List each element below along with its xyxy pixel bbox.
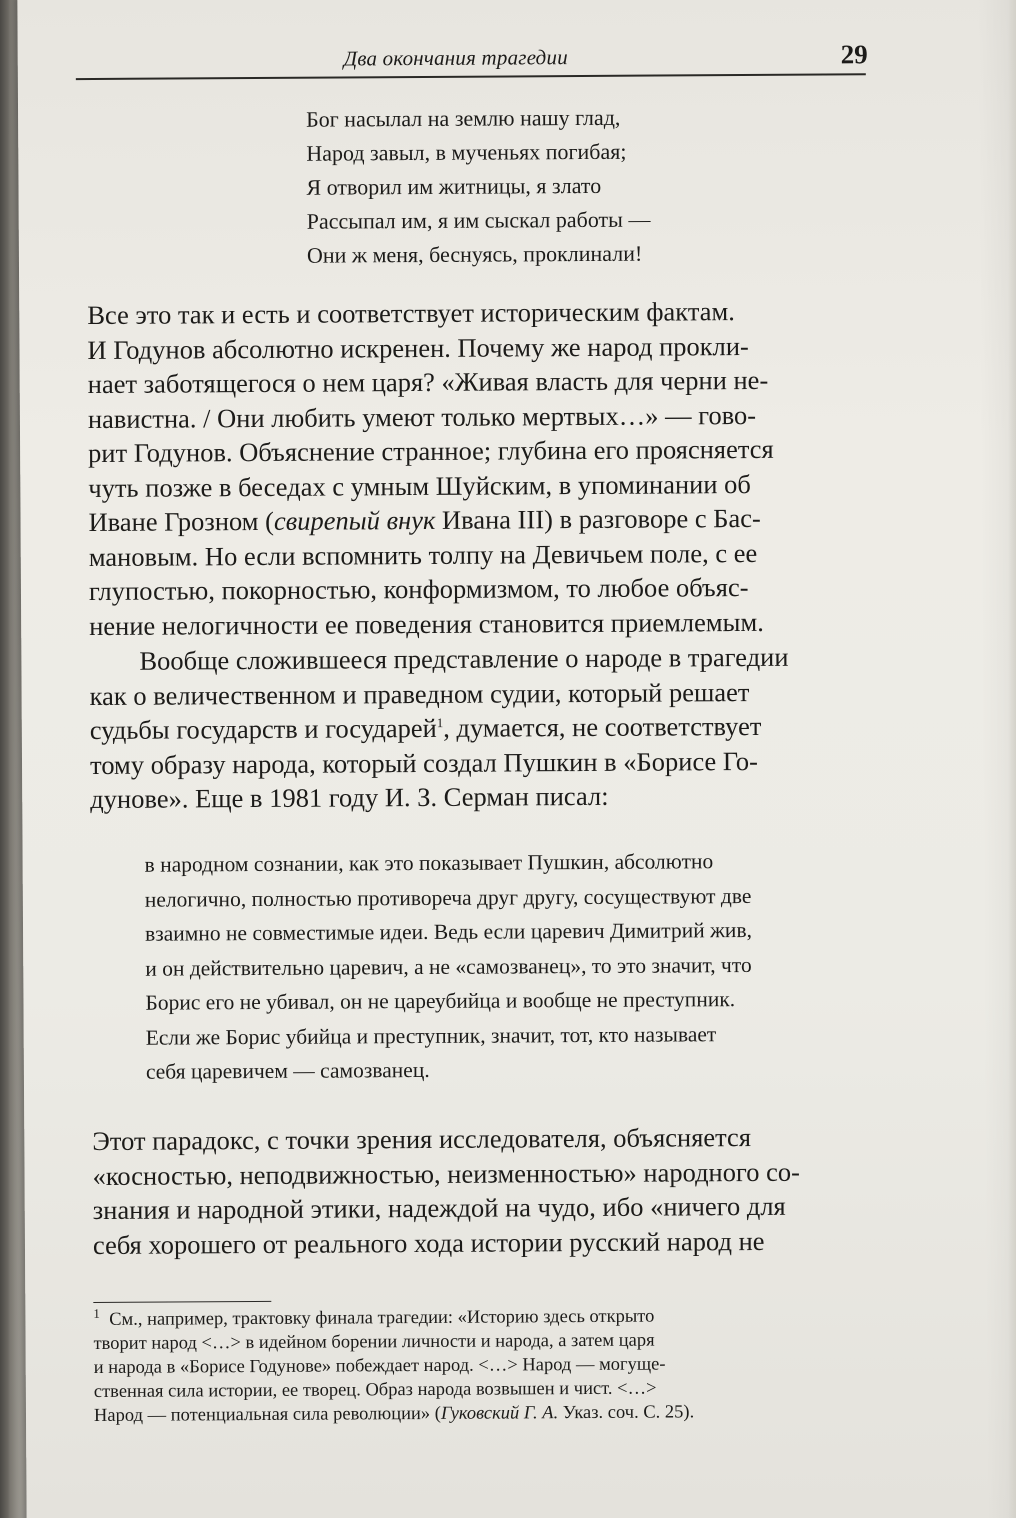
text-line (88, 500, 868, 539)
paragraph-1 (87, 293, 869, 643)
footnote-line (94, 1399, 884, 1428)
quote-line: себя царевичем — самозванец. (145, 1057, 430, 1084)
paragraph-2 (89, 639, 870, 816)
text-line: тому образу народа, который создал Пушкин в «Борисе Го- (89, 745, 759, 780)
text-line: знания и народной этики, надеждой на чудо, ибо «ничего для (92, 1190, 786, 1226)
footnote-line: и народа в «Борисе Годунове» побеждает народ. <…> Народ — могуще- (93, 1354, 666, 1379)
footnote-reference[interactable]: 1 (436, 715, 444, 731)
text-run: См., например, трактовку финала трагедии: «Историю здесь открыто (109, 1306, 655, 1330)
paragraph-3 (92, 1119, 873, 1262)
text-line: навистна. / Они любить умеют только мертвых…» — гово- (87, 399, 757, 434)
footnote-line: ственная сила истории, ее творец. Образ народа возвышен и чист. <…> (93, 1378, 657, 1403)
text-line: глупостью, покорностью, конформизмом, то любое объяс- (88, 572, 749, 607)
page-edge-shadow (1008, 0, 1016, 1518)
text-line: Вообще сложившееся представление о народе в трагедии (139, 641, 789, 676)
verse-line: Бог насылал на землю нашу глад, (306, 104, 621, 132)
verse-block (306, 99, 867, 272)
text-line: нает заботящегося о нем царя? «Живая власть для черни не- (87, 364, 769, 400)
page-number: 29 (840, 39, 868, 70)
verse-line: Народ завыл, в мученьях погибая; (306, 138, 627, 166)
text-line (90, 708, 870, 747)
quote-line: Борис его не убивал, он не цареубийца и вообще не преступник. (145, 987, 736, 1015)
text-run: судьбы государств и государей (89, 712, 437, 746)
italic-author: Гуковский Г. А. (440, 1403, 559, 1424)
quote-line: нелогично, полностью противореча друг другу, сосуществуют две (144, 883, 752, 912)
running-head (76, 39, 868, 88)
text-line: себя хорошего от реального хода истории русский народ не (92, 1225, 765, 1260)
text-line: чуть позже в беседах с умным Шуйским, в упоминании об (88, 468, 751, 503)
quote-line: в народном сознании, как это показывает Пушкин, абсолютно (144, 849, 714, 877)
header-rule (76, 73, 866, 80)
block-quote (145, 843, 872, 1089)
text-line: мановым. Но если вспомнить толпу на Девичьем поле, с ее (88, 537, 758, 572)
text-line: «косностью, неподвижностью, неизменностью» народного со- (92, 1156, 800, 1191)
chapter-title: Два окончания трагедии (343, 45, 568, 71)
text-line: нение нелогичности ее поведения становится приемлемым. (89, 606, 764, 641)
footnote-number: 1 (93, 1305, 100, 1321)
quote-line: Если же Борис убийца и преступник, значит, тот, кто называет (145, 1021, 717, 1050)
text-run: Народ — потенциальная сила революции» ( (93, 1403, 442, 1427)
text-line: дунове». Еще в 1981 году И. З. Серман писал: (90, 780, 609, 815)
text-run: , думается, не соответствует (443, 710, 762, 743)
footnote (93, 1303, 884, 1428)
text-line: И Годунов абсолютно искренен. Почему же народ прокли- (87, 330, 749, 365)
text-line: рит Годунов. Объяснение странное; глубина его проясняется (88, 433, 774, 469)
text-run: Указ. соч. С. 25). (558, 1402, 695, 1424)
text-run: Иване Грозном ( (88, 505, 275, 538)
text-line: как о величественном и праведном судии, который решает (89, 676, 750, 711)
quote-line: взаимно не совместимые идеи. Ведь если царевич Димитрий жив, (144, 917, 752, 946)
quote-line: и он действительно царевич, а не «самозванец», то это значит, что (145, 952, 752, 981)
italic-phrase: свирепый внук (273, 504, 436, 536)
book-page (17, 0, 1016, 1518)
footnote-line: творит народ <…> в идейном борении личности и народа, а затем царя (93, 1330, 655, 1355)
verse-line: Я отворил им житницы, я злато (306, 172, 602, 200)
verse-line: Они ж меня, беснуясь, проклинали! (306, 240, 643, 268)
text-line: Все это так и есть и соответствует историческим фактам. (87, 296, 735, 331)
text-run: Ивана III) в разговоре с Бас- (435, 502, 761, 535)
verse-line: Рассыпал им, я им сыскал работы — (306, 206, 651, 234)
text-line: Этот парадокс, с точки зрения исследователя, объясняется (92, 1121, 752, 1157)
footnote-rule (93, 1301, 271, 1303)
